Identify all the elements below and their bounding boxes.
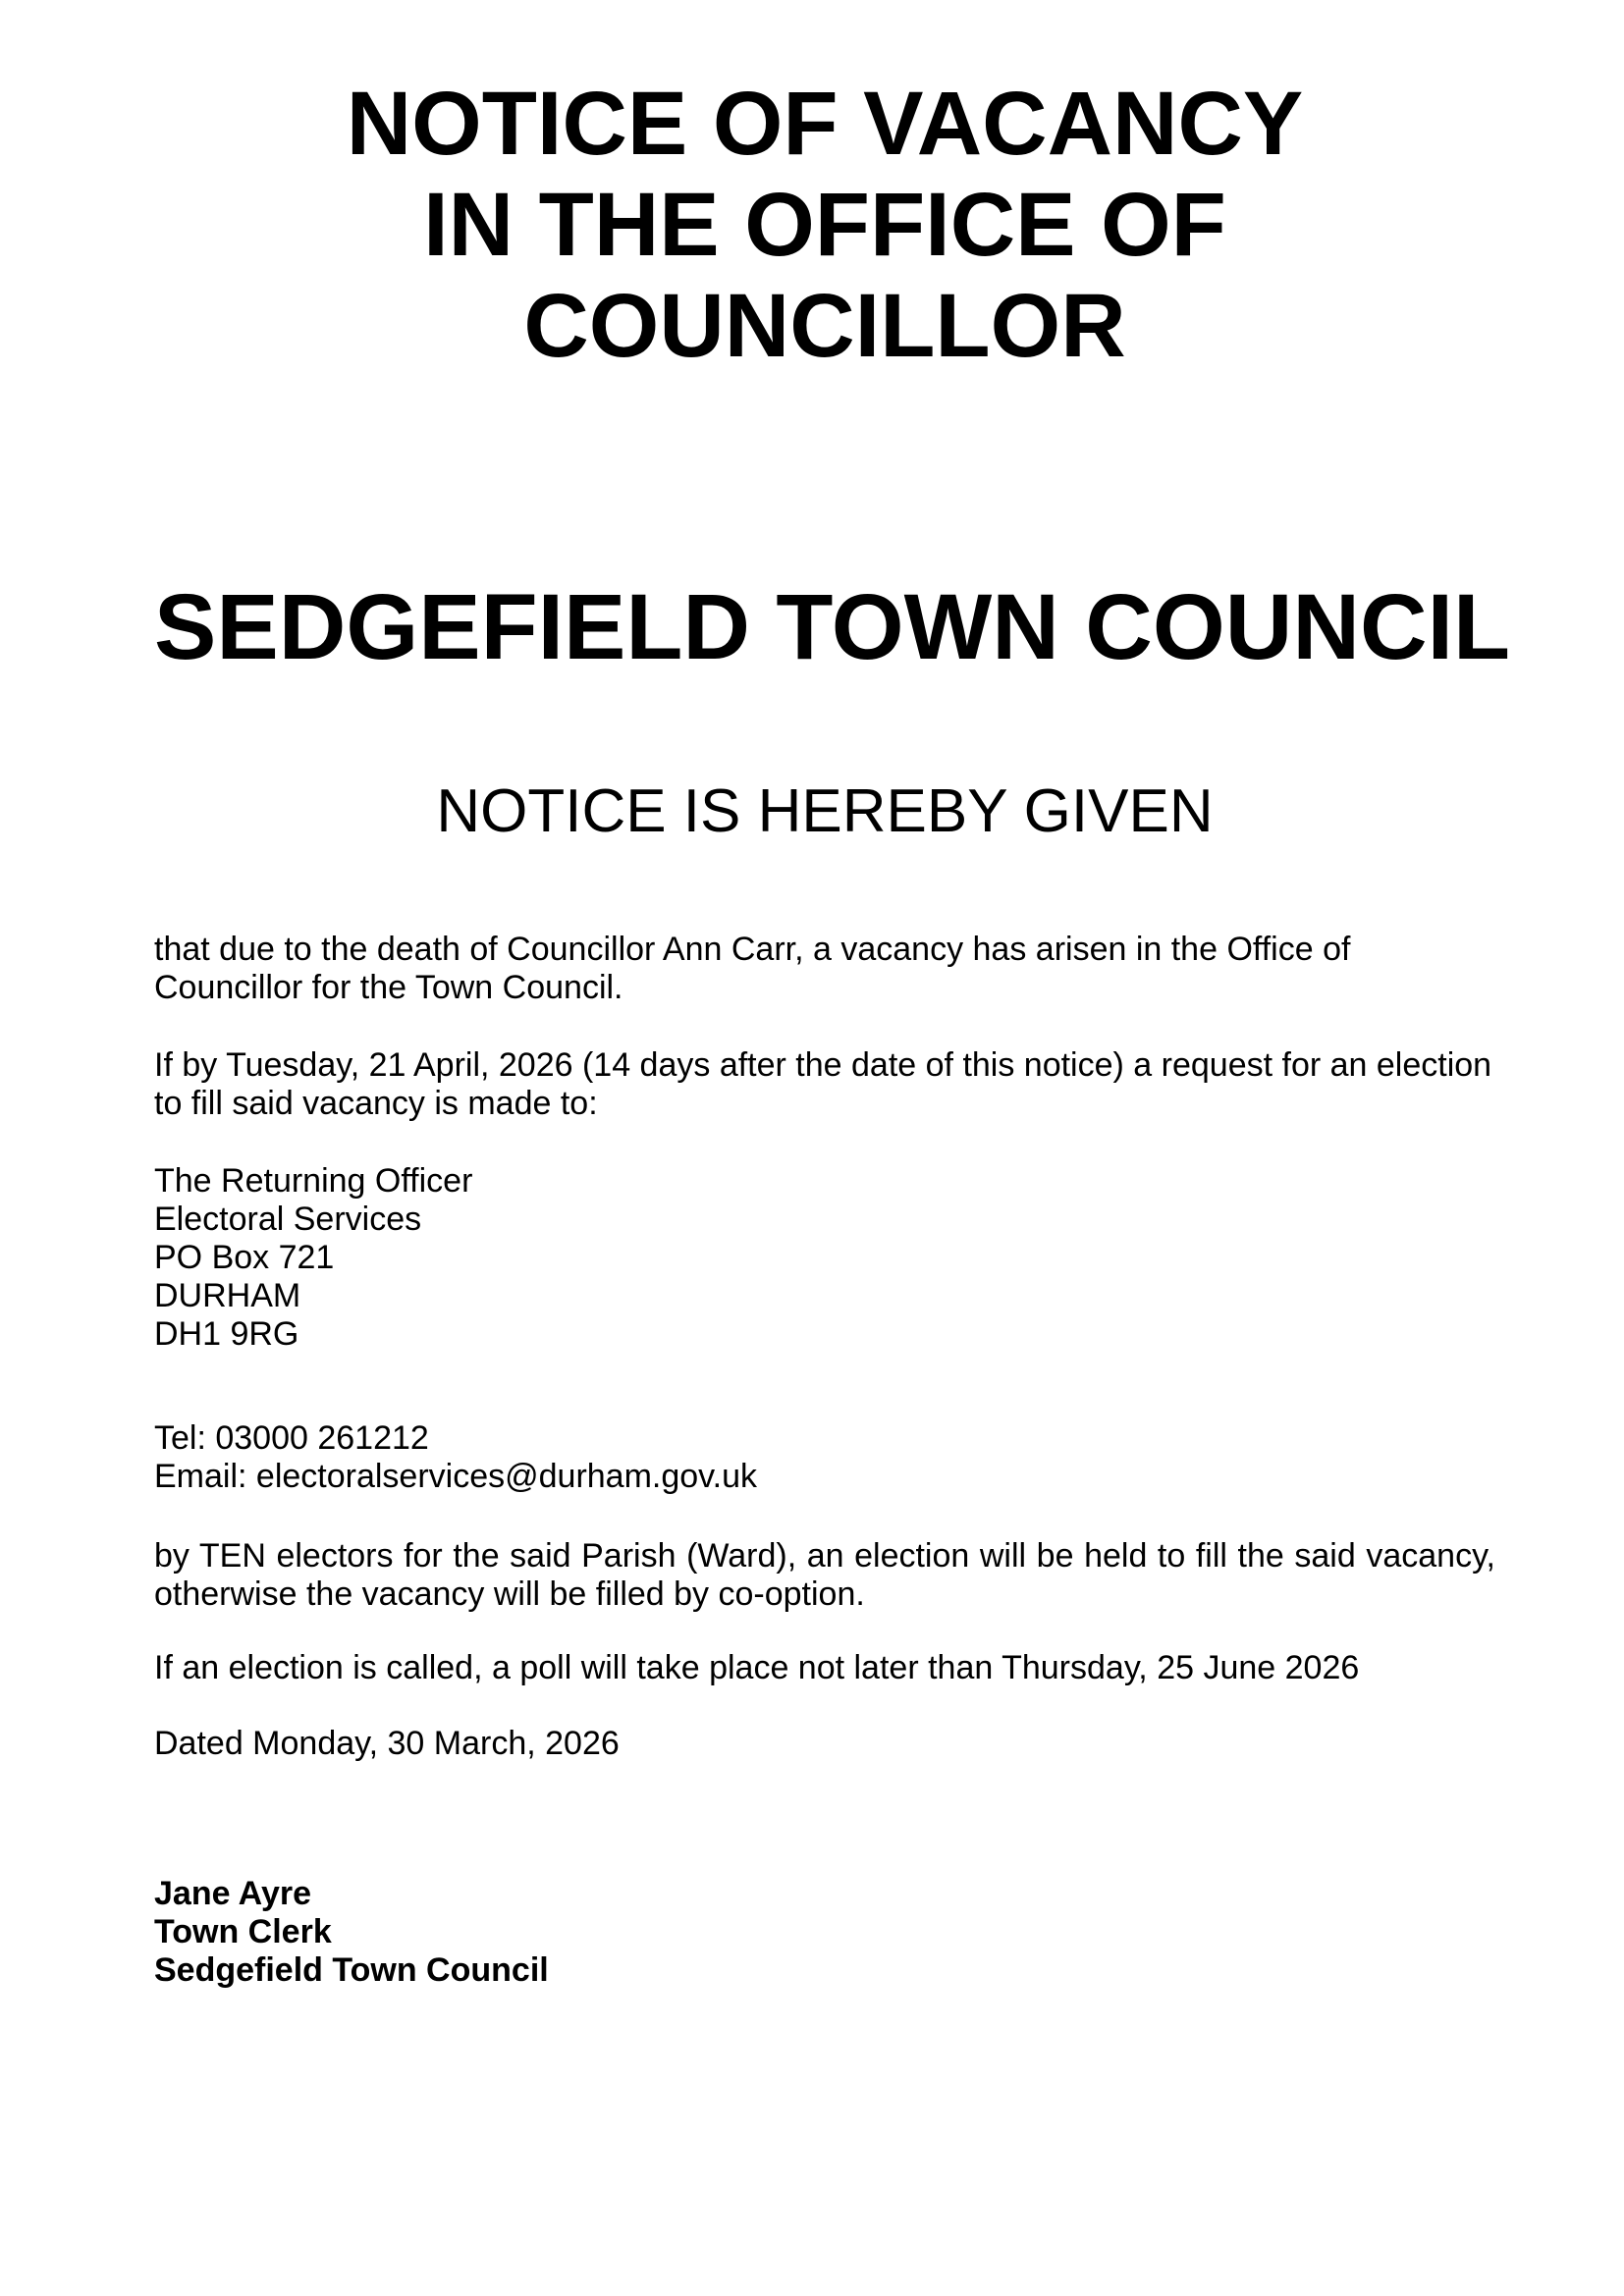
council-name-heading: SEDGEFIELD TOWN COUNCIL	[154, 575, 1511, 679]
address-line: Electoral Services	[154, 1201, 422, 1238]
signature-block	[154, 1875, 1495, 1990]
notice-title	[154, 74, 1495, 377]
returning-officer-address	[154, 1162, 1495, 1354]
notice-title-line-1: NOTICE OF VACANCY	[346, 74, 1304, 174]
signature-role: Town Clerk	[154, 1913, 332, 1950]
contact-tel: Tel: 03000 261212	[154, 1419, 429, 1457]
address-line: DH1 9RG	[154, 1315, 299, 1353]
paragraph-election-request: If by Tuesday, 21 April, 2026 (14 days after the date of this notice) a request for an election to fill said vacancy is made to:	[154, 1046, 1492, 1122]
signature-org: Sedgefield Town Council	[154, 1951, 549, 1989]
notice-title-line-3: COUNCILLOR	[523, 276, 1126, 376]
contact-details	[154, 1419, 1495, 1496]
paragraph-dated: Dated Monday, 30 March, 2026	[154, 1725, 620, 1762]
signature-name: Jane Ayre	[154, 1875, 312, 1912]
contact-email: Email: electoralservices@durham.gov.uk	[154, 1458, 758, 1495]
address-line: DURHAM	[154, 1277, 301, 1314]
address-line: PO Box 721	[154, 1239, 335, 1276]
paragraph-vacancy: that due to the death of Councillor Ann Carr, a vacancy has arisen in the Office of Councillor for the Town Council.	[154, 931, 1351, 1006]
paragraph-ten-electors: by TEN electors for the said Parish (Ward), an election will be held to fill the said vacancy, otherwise the vacancy will be filled by co-option.	[154, 1537, 1495, 1613]
notice-title-line-2: IN THE OFFICE OF	[423, 175, 1226, 275]
notice-given-subheading: NOTICE IS HEREBY GIVEN	[436, 777, 1214, 845]
address-line: The Returning Officer	[154, 1162, 473, 1200]
paragraph-poll-date: If an election is called, a poll will take place not later than Thursday, 25 June 2026	[154, 1649, 1360, 1686]
